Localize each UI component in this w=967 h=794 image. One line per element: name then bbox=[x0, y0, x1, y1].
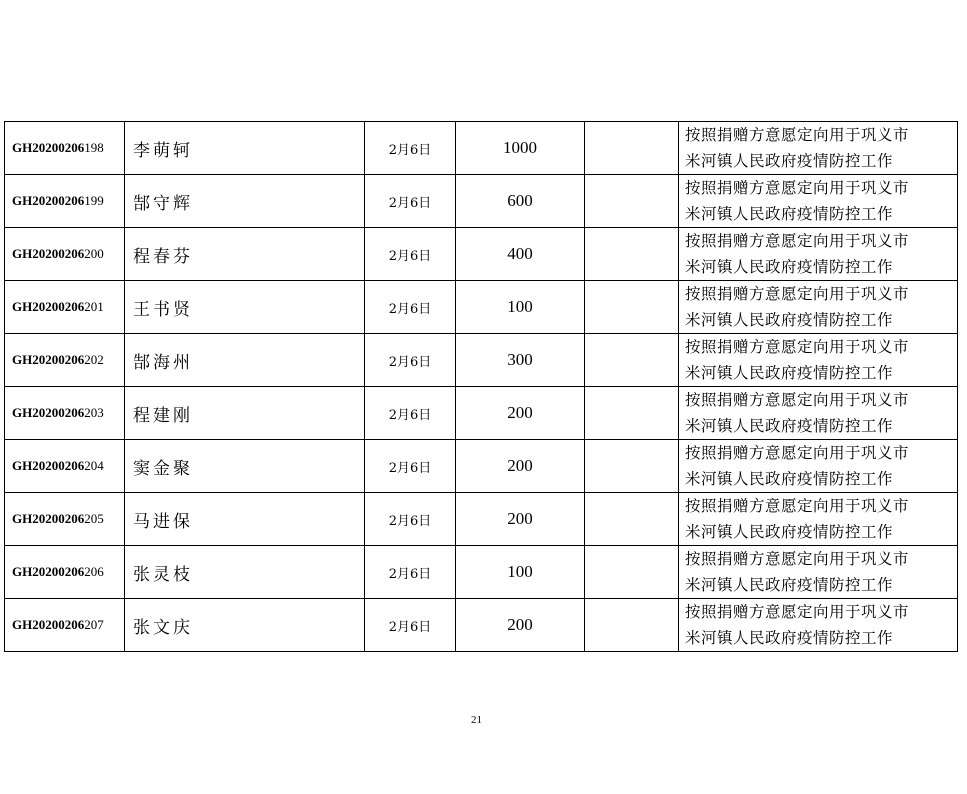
donation-purpose bbox=[679, 281, 958, 334]
purpose-line-1: 按照捐赠方意愿定向用于巩义市 bbox=[685, 126, 910, 144]
donor-name: 程建刚 bbox=[125, 387, 365, 440]
blank-cell bbox=[585, 387, 679, 440]
receipt-number-suffix: 200 bbox=[84, 246, 104, 261]
receipt-number-suffix: 206 bbox=[84, 564, 104, 579]
donation-date: 2月6日 bbox=[365, 440, 456, 493]
blank-cell bbox=[585, 440, 679, 493]
table-row bbox=[5, 228, 958, 281]
blank-cell bbox=[585, 175, 679, 228]
receipt-number-prefix: GH20200206 bbox=[12, 405, 85, 420]
blank-cell bbox=[585, 334, 679, 387]
receipt-number-prefix: GH20200206 bbox=[12, 193, 85, 208]
receipt-number-suffix: 199 bbox=[84, 193, 104, 208]
donation-amount: 100 bbox=[456, 546, 585, 599]
donor-name: 窦金聚 bbox=[125, 440, 365, 493]
donation-amount: 400 bbox=[456, 228, 585, 281]
receipt-number-prefix: GH20200206 bbox=[12, 352, 85, 367]
donation-purpose bbox=[679, 599, 958, 652]
donation-date: 2月6日 bbox=[365, 493, 456, 546]
receipt-number-cell bbox=[5, 546, 125, 599]
receipt-number-prefix: GH20200206 bbox=[12, 140, 85, 155]
donation-purpose bbox=[679, 228, 958, 281]
page-number: 21 bbox=[471, 714, 482, 726]
donation-purpose bbox=[679, 546, 958, 599]
receipt-number-suffix: 205 bbox=[84, 511, 104, 526]
purpose-line-2: 米河镇人民政府疫情防控工作 bbox=[685, 523, 894, 541]
table-row bbox=[5, 493, 958, 546]
receipt-number-suffix: 202 bbox=[84, 352, 104, 367]
donation-purpose bbox=[679, 493, 958, 546]
donation-amount: 100 bbox=[456, 281, 585, 334]
blank-cell bbox=[585, 122, 679, 175]
receipt-number-prefix: GH20200206 bbox=[12, 564, 85, 579]
purpose-line-1: 按照捐赠方意愿定向用于巩义市 bbox=[685, 603, 910, 621]
donor-name: 程春芬 bbox=[125, 228, 365, 281]
table-body bbox=[5, 122, 958, 652]
donation-date: 2月6日 bbox=[365, 281, 456, 334]
blank-cell bbox=[585, 493, 679, 546]
donation-date: 2月6日 bbox=[365, 122, 456, 175]
donation-amount: 1000 bbox=[456, 122, 585, 175]
table-row bbox=[5, 122, 958, 175]
receipt-number-cell bbox=[5, 440, 125, 493]
donation-purpose bbox=[679, 175, 958, 228]
table-row bbox=[5, 281, 958, 334]
donation-amount: 200 bbox=[456, 493, 585, 546]
purpose-line-1: 按照捐赠方意愿定向用于巩义市 bbox=[685, 444, 910, 462]
donor-name: 李萌轲 bbox=[125, 122, 365, 175]
receipt-number-suffix: 204 bbox=[84, 458, 104, 473]
donor-name: 王书贤 bbox=[125, 281, 365, 334]
receipt-number-prefix: GH20200206 bbox=[12, 617, 85, 632]
receipt-number-cell bbox=[5, 493, 125, 546]
donation-purpose bbox=[679, 440, 958, 493]
donor-name: 郜守辉 bbox=[125, 175, 365, 228]
purpose-line-1: 按照捐赠方意愿定向用于巩义市 bbox=[685, 338, 910, 356]
receipt-number-cell bbox=[5, 387, 125, 440]
donor-name: 郜海州 bbox=[125, 334, 365, 387]
purpose-line-2: 米河镇人民政府疫情防控工作 bbox=[685, 258, 894, 276]
donation-date: 2月6日 bbox=[365, 175, 456, 228]
receipt-number-suffix: 198 bbox=[84, 140, 104, 155]
table-row bbox=[5, 546, 958, 599]
receipt-number-cell bbox=[5, 599, 125, 652]
purpose-line-2: 米河镇人民政府疫情防控工作 bbox=[685, 364, 894, 382]
donation-amount: 300 bbox=[456, 334, 585, 387]
receipt-number-suffix: 201 bbox=[84, 299, 104, 314]
purpose-line-2: 米河镇人民政府疫情防控工作 bbox=[685, 470, 894, 488]
donor-name: 马进保 bbox=[125, 493, 365, 546]
donation-table bbox=[4, 121, 958, 652]
purpose-line-1: 按照捐赠方意愿定向用于巩义市 bbox=[685, 550, 910, 568]
donation-amount: 200 bbox=[456, 599, 585, 652]
purpose-line-2: 米河镇人民政府疫情防控工作 bbox=[685, 311, 894, 329]
table-row bbox=[5, 334, 958, 387]
receipt-number-cell bbox=[5, 334, 125, 387]
receipt-number-suffix: 207 bbox=[84, 617, 104, 632]
receipt-number-prefix: GH20200206 bbox=[12, 299, 85, 314]
donation-purpose bbox=[679, 334, 958, 387]
purpose-line-1: 按照捐赠方意愿定向用于巩义市 bbox=[685, 232, 910, 250]
table-row bbox=[5, 599, 958, 652]
purpose-line-2: 米河镇人民政府疫情防控工作 bbox=[685, 152, 894, 170]
blank-cell bbox=[585, 599, 679, 652]
table-row bbox=[5, 440, 958, 493]
purpose-line-1: 按照捐赠方意愿定向用于巩义市 bbox=[685, 391, 910, 409]
receipt-number-suffix: 203 bbox=[84, 405, 104, 420]
donation-amount: 200 bbox=[456, 387, 585, 440]
blank-cell bbox=[585, 546, 679, 599]
donation-date: 2月6日 bbox=[365, 334, 456, 387]
purpose-line-2: 米河镇人民政府疫情防控工作 bbox=[685, 417, 894, 435]
donation-amount: 200 bbox=[456, 440, 585, 493]
purpose-line-1: 按照捐赠方意愿定向用于巩义市 bbox=[685, 179, 910, 197]
table-row bbox=[5, 175, 958, 228]
receipt-number-prefix: GH20200206 bbox=[12, 458, 85, 473]
blank-cell bbox=[585, 228, 679, 281]
receipt-number-prefix: GH20200206 bbox=[12, 246, 85, 261]
donation-purpose bbox=[679, 122, 958, 175]
donor-name: 张文庆 bbox=[125, 599, 365, 652]
donation-purpose bbox=[679, 387, 958, 440]
purpose-line-1: 按照捐赠方意愿定向用于巩义市 bbox=[685, 497, 910, 515]
donation-date: 2月6日 bbox=[365, 599, 456, 652]
purpose-line-2: 米河镇人民政府疫情防控工作 bbox=[685, 576, 894, 594]
blank-cell bbox=[585, 281, 679, 334]
donation-date: 2月6日 bbox=[365, 546, 456, 599]
receipt-number-cell bbox=[5, 175, 125, 228]
donation-date: 2月6日 bbox=[365, 387, 456, 440]
purpose-line-2: 米河镇人民政府疫情防控工作 bbox=[685, 205, 894, 223]
donation-date: 2月6日 bbox=[365, 228, 456, 281]
receipt-number-cell bbox=[5, 122, 125, 175]
donor-name: 张灵枝 bbox=[125, 546, 365, 599]
donation-amount: 600 bbox=[456, 175, 585, 228]
table-row bbox=[5, 387, 958, 440]
receipt-number-cell bbox=[5, 281, 125, 334]
purpose-line-1: 按照捐赠方意愿定向用于巩义市 bbox=[685, 285, 910, 303]
receipt-number-prefix: GH20200206 bbox=[12, 511, 85, 526]
purpose-line-2: 米河镇人民政府疫情防控工作 bbox=[685, 629, 894, 647]
receipt-number-cell bbox=[5, 228, 125, 281]
